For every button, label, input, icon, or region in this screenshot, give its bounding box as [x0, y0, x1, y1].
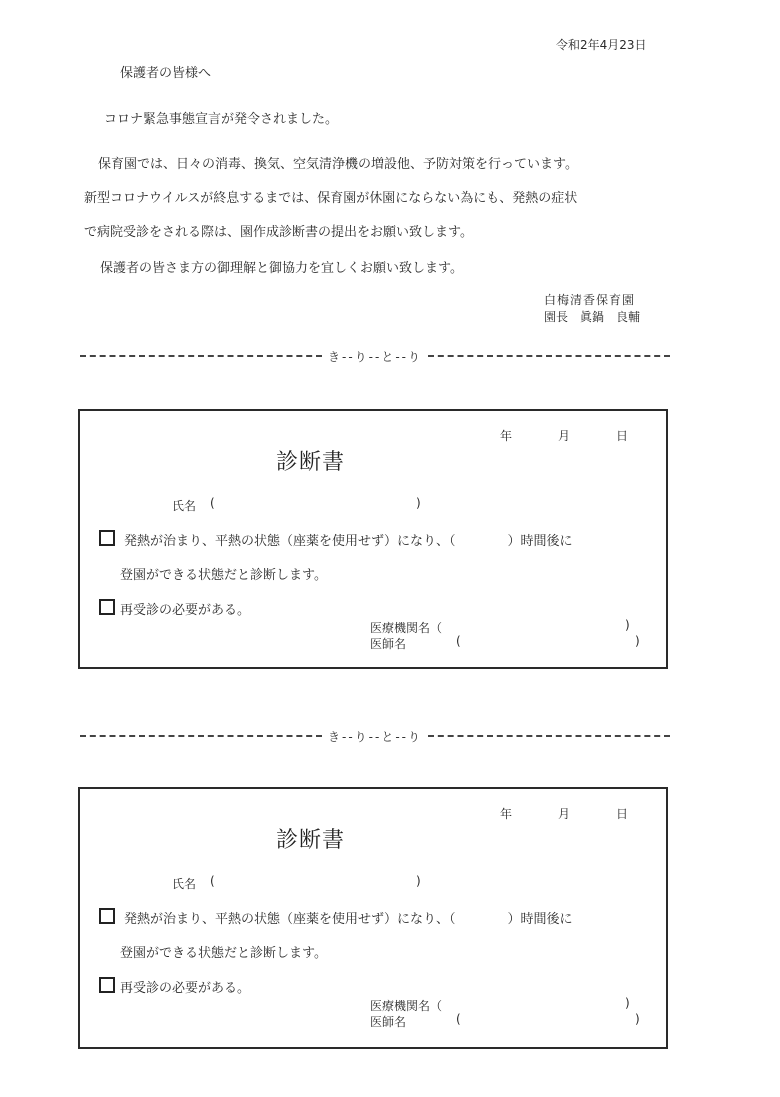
month-label: 月 [557, 429, 570, 443]
paragraph-measures-line3: で病院受診をされる際は、園作成診断書の提出をお願い致します。 [84, 225, 473, 240]
name-paren-close: ) [416, 874, 421, 888]
certificate-form-2 [78, 787, 668, 1049]
letter-date: 令和2年4月23日 [556, 38, 647, 52]
fever-statement-line2: 登園ができる状態だと診断します。 [120, 568, 327, 583]
fever-statement-line1: 発熱が治まり、平熱の状態（座薬を使用せず）になり、（ ）時間後に [124, 534, 573, 549]
year-label: 年 [499, 807, 512, 821]
day-label: 日 [615, 429, 628, 443]
institution-paren-close: ) [625, 618, 630, 632]
paragraph-emergency: コロナ緊急事態宣言が発令されました。 [104, 112, 339, 127]
salutation: 保護者の皆様へ [120, 66, 212, 81]
cert-title: 診断書 [276, 828, 346, 853]
doctor-paren-close: ) [635, 634, 640, 648]
fever-checkbox[interactable] [99, 908, 115, 924]
cut-line-2 [80, 729, 670, 743]
name-paren-open: ( [210, 496, 215, 510]
revisit-label: 再受診の必要がある。 [120, 981, 251, 996]
revisit-checkbox[interactable] [99, 599, 115, 615]
cert-title: 診断書 [276, 450, 346, 475]
cert-date [500, 805, 628, 822]
dashed-rule [80, 355, 322, 357]
institution-paren-close: ) [625, 996, 630, 1010]
year-label: 年 [499, 429, 512, 443]
paragraph-measures-line1: 保育園では、日々の消毒、換気、空気清浄機の増設他、予防対策を行っています。 [98, 157, 578, 172]
revisit-checkbox[interactable] [99, 977, 115, 993]
paragraph-request: 保護者の皆さま方の御理解と御協力を宜しくお願い致します。 [100, 261, 463, 276]
dashed-rule [428, 735, 670, 737]
doctor-label: 医師名 [370, 637, 407, 651]
day-label: 日 [615, 807, 628, 821]
certificate-form-1 [78, 409, 668, 669]
dashed-rule [428, 355, 670, 357]
dashed-rule [80, 735, 322, 737]
month-label: 月 [557, 807, 570, 821]
institution-label: 医療機関名（ [370, 621, 443, 635]
institution-label: 医療機関名（ [370, 999, 443, 1013]
fever-statement-line2: 登園ができる状態だと診断します。 [120, 946, 327, 961]
doctor-paren-close: ) [635, 1012, 640, 1026]
fever-statement-line1: 発熱が治まり、平熱の状態（座薬を使用せず）になり、（ ）時間後に [124, 912, 573, 927]
name-label: 氏名 [172, 877, 197, 891]
cert-date [500, 427, 628, 444]
name-paren-open: ( [210, 874, 215, 888]
cut-line-1 [80, 349, 670, 363]
paragraph-measures-line2: 新型コロナウイルスが終息するまでは、保育園が休園にならない為にも、発熱の症状 [84, 191, 578, 206]
doctor-paren-open: ( [456, 1012, 461, 1026]
revisit-label: 再受診の必要がある。 [120, 603, 251, 618]
org-name: 白梅清香保育園 [544, 293, 636, 307]
cut-text: き‐‐り‐‐と‐‐り [322, 728, 428, 745]
fever-checkbox[interactable] [99, 530, 115, 546]
cut-text: き‐‐り‐‐と‐‐り [322, 348, 428, 365]
doctor-paren-open: ( [456, 634, 461, 648]
doctor-label: 医師名 [370, 1015, 407, 1029]
signer-name: 園長 眞鍋 良輔 [544, 310, 641, 324]
name-paren-close: ) [416, 496, 421, 510]
name-label: 氏名 [172, 499, 197, 513]
